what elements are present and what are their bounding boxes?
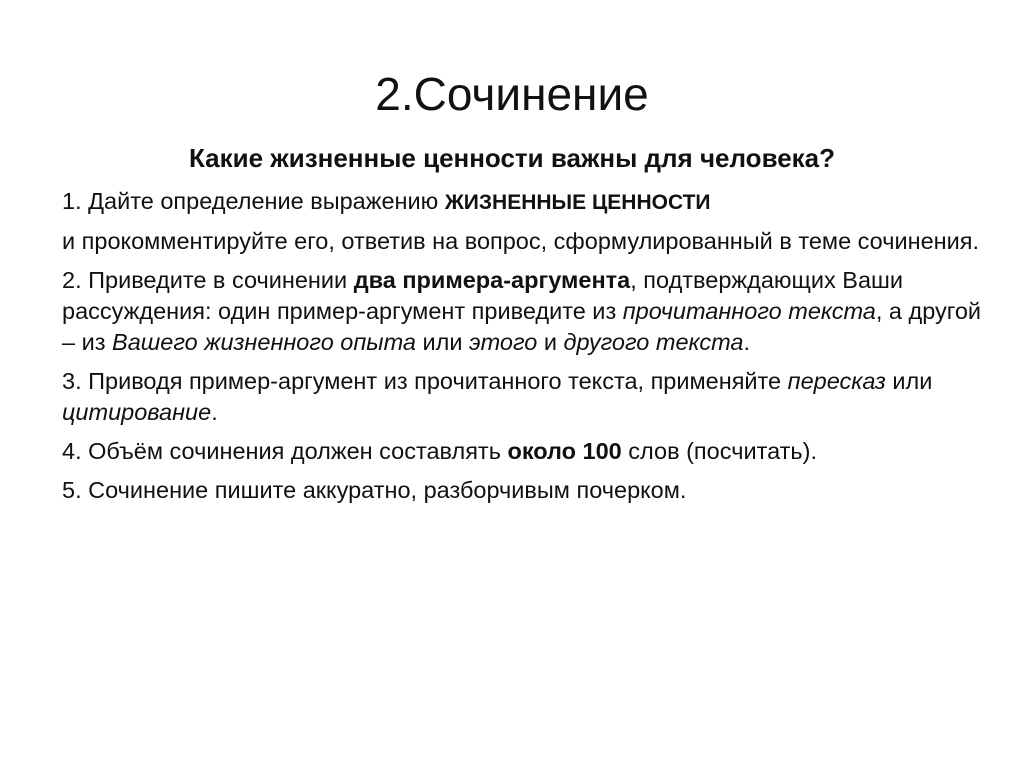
instruction-1-continued-text: и прокомментируйте его, ответив на вопрос, сформулированный в теме сочинения. <box>62 228 980 254</box>
instruction-2-text-a: 2. Приведите в сочинении <box>62 267 354 293</box>
instruction-1 <box>62 186 982 218</box>
instruction-1-term: ЖИЗНЕННЫЕ ЦЕННОСТИ <box>444 191 711 214</box>
slide-title: 2.Сочинение <box>375 68 649 120</box>
slide-subtitle: Какие жизненные ценности важны для человека? <box>188 143 836 173</box>
instruction-1-text: 1. Дайте определение выражению <box>62 188 445 214</box>
instruction-2-bold-term: два примера-аргумента <box>353 267 631 293</box>
instruction-1-continued <box>62 226 982 257</box>
instruction-2-text-c: , подтверждающих Ваши рассуждения: один пример-аргумент приведите из <box>62 267 904 324</box>
instruction-5-text: 5. Сочинение пишите аккуратно, разборчивым почерком. <box>62 477 687 503</box>
instruction-3-text-a: 3. Приводя пример-аргумент из прочитанного текста, применяйте <box>62 368 788 394</box>
instruction-4-bold-word-count: около 100 <box>507 438 622 464</box>
instruction-3-text-c: или <box>885 368 933 394</box>
instruction-2-text-k: . <box>743 329 751 355</box>
instruction-2-italic-this: этого <box>469 329 538 355</box>
instruction-3-italic-quoting: цитирование <box>62 399 212 425</box>
instructions-body <box>62 186 982 514</box>
instruction-2 <box>62 265 982 358</box>
instruction-2-text-i: и <box>537 329 564 355</box>
instruction-3 <box>62 366 982 428</box>
instruction-3-text-e: . <box>211 399 218 425</box>
instruction-2-italic-other-text: другого текста <box>563 329 744 355</box>
instruction-2-italic-read-text: прочитанного текста <box>622 298 876 324</box>
instruction-5 <box>62 475 982 506</box>
instruction-4-text-a: 4. Объём сочинения должен составлять <box>62 438 508 464</box>
instruction-2-italic-experience: Вашего жизненного опыта <box>112 329 416 355</box>
instruction-3-italic-retelling: пересказ <box>787 368 886 394</box>
instruction-4 <box>62 436 982 467</box>
instruction-4-text-c: слов (посчитать). <box>621 438 817 464</box>
instruction-2-text-e: , а другой – из <box>62 298 982 355</box>
instruction-2-text-g: или <box>415 329 470 355</box>
